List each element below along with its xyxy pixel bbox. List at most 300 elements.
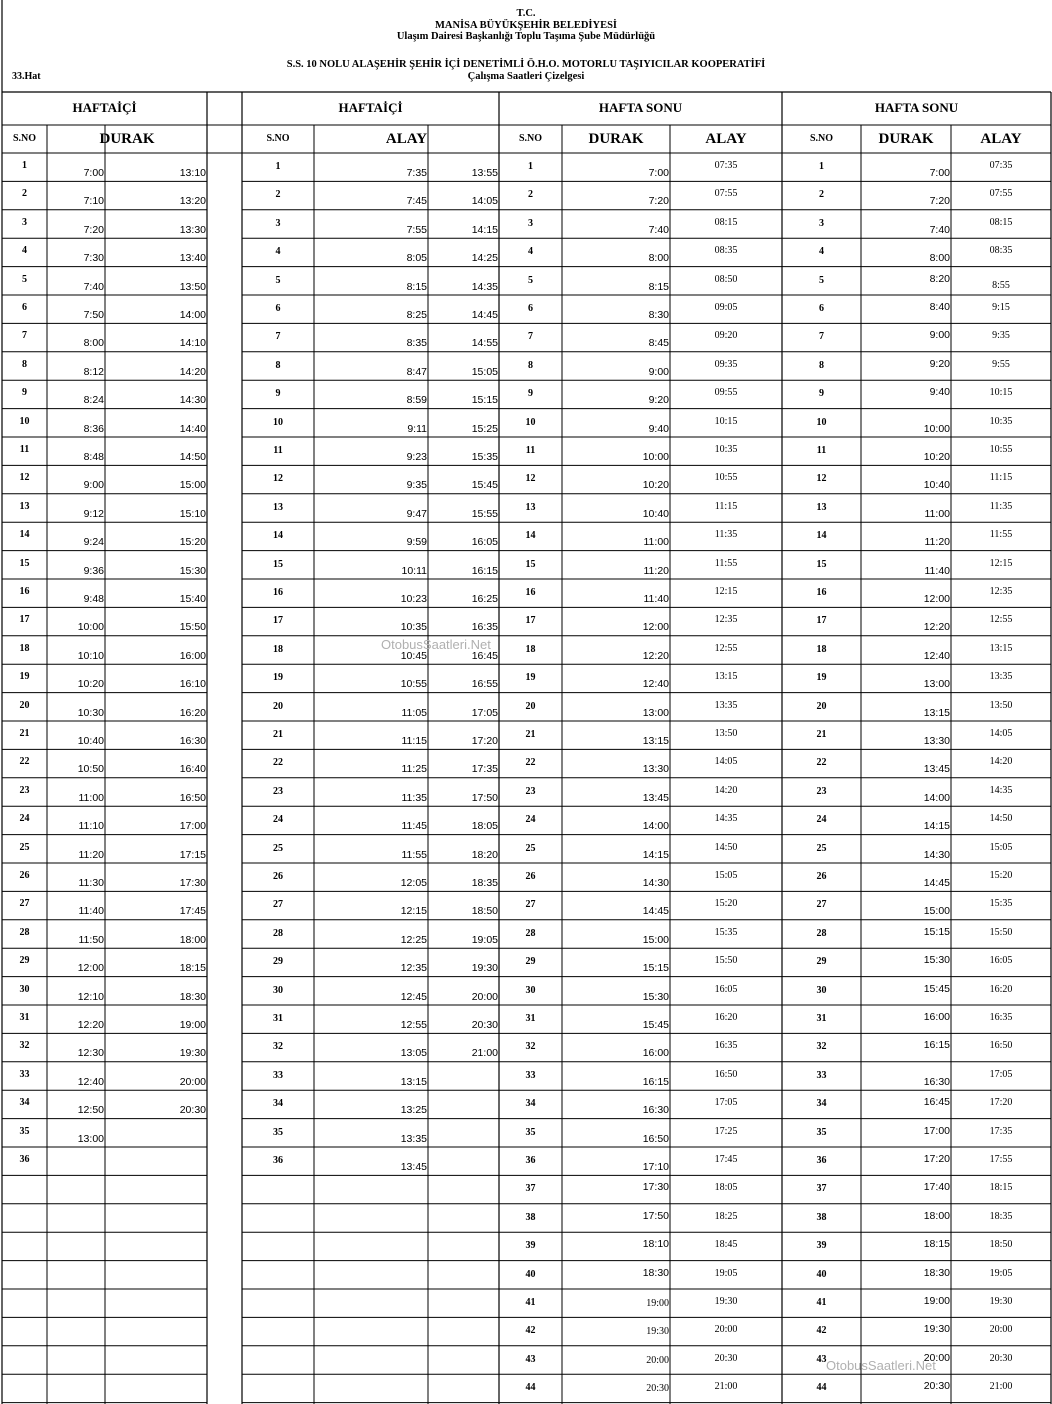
departure-time: 13:35 — [400, 1132, 427, 1145]
departure-time: 19:30 — [923, 1323, 950, 1336]
departure-time: 12:15 — [714, 586, 738, 597]
departure-time: 11:40 — [78, 905, 104, 918]
departure-time: 16:40 — [179, 763, 206, 776]
row-number: 11 — [273, 445, 283, 456]
row-number: 19 — [525, 672, 536, 684]
row-number: 3 — [528, 217, 533, 229]
row-number: 16 — [525, 587, 536, 598]
row-number: 24 — [816, 814, 827, 826]
departure-time: 08:35 — [989, 245, 1013, 257]
departure-time: 14:50 — [989, 813, 1013, 825]
departure-time: 8:47 — [406, 365, 427, 378]
departure-time: 13:45 — [642, 791, 669, 804]
departure-time: 9:35 — [992, 330, 1010, 342]
row-number: 28 — [273, 927, 283, 939]
row-number: 34 — [273, 1098, 283, 1110]
row-number: 14 — [273, 530, 283, 542]
row-number: 24 — [525, 814, 536, 826]
departure-time: 16:05 — [714, 983, 738, 995]
departure-time: 10:15 — [989, 387, 1013, 399]
departure-time: 11:15 — [714, 500, 738, 512]
departure-time: 19:05 — [471, 933, 498, 946]
watermark: OtobusSaatleri.Net — [381, 637, 491, 652]
row-number: 8 — [819, 359, 824, 371]
row-number: 3 — [22, 216, 27, 228]
departure-time: 16:20 — [179, 706, 206, 719]
row-number: 11 — [816, 445, 827, 456]
departure-time: 21:00 — [989, 1381, 1013, 1393]
row-number: 19 — [19, 671, 30, 683]
row-number: 10 — [19, 415, 30, 427]
row-number: 32 — [19, 1040, 30, 1052]
departure-time: 19:30 — [714, 1296, 738, 1307]
row-number: 39 — [525, 1240, 536, 1252]
watermark: OtobusSaatleri.Net — [826, 1358, 936, 1373]
departure-time: 9:35 — [406, 479, 427, 492]
departure-time: 17:45 — [714, 1154, 738, 1165]
row-number: 25 — [816, 842, 827, 854]
col-header-sno: S.NO — [266, 133, 290, 144]
departure-time: 13:00 — [642, 706, 669, 719]
departure-time: 17:50 — [642, 1209, 669, 1222]
departure-time: 16:55 — [471, 678, 498, 691]
departure-time: 10:23 — [400, 593, 427, 605]
row-number: 15 — [525, 558, 536, 570]
departure-time: 11:35 — [989, 500, 1013, 512]
departure-time: 12:00 — [642, 621, 669, 634]
row-number: 20 — [19, 699, 30, 711]
departure-time: 7:20 — [648, 195, 669, 208]
departure-time: 17:05 — [714, 1097, 738, 1109]
departure-time: 18:00 — [923, 1209, 950, 1222]
row-number: 19 — [273, 672, 283, 684]
departure-time: 12:20 — [642, 649, 669, 662]
row-number: 43 — [816, 1353, 827, 1365]
departure-time: 13:15 — [400, 1075, 427, 1088]
departure-time: 12:35 — [400, 962, 427, 975]
departure-time: 9:24 — [83, 536, 104, 549]
row-number: 38 — [525, 1211, 536, 1223]
departure-time: 7:30 — [83, 252, 104, 265]
row-number: 39 — [816, 1240, 827, 1252]
departure-time: 12:35 — [989, 586, 1013, 597]
row-number: 21 — [525, 729, 536, 740]
departure-time: 18:35 — [471, 877, 498, 889]
departure-time: 9:40 — [929, 386, 950, 399]
departure-time: 11:00 — [643, 536, 669, 549]
row-number: 11 — [525, 445, 536, 456]
row-number: 32 — [816, 1041, 827, 1053]
departure-time: 16:35 — [714, 1040, 738, 1052]
departure-time: 20:00 — [714, 1324, 738, 1336]
departure-time: 18:45 — [714, 1239, 738, 1251]
row-number: 17 — [273, 615, 283, 627]
departure-time: 14:00 — [923, 791, 950, 804]
departure-time: 11:25 — [401, 763, 427, 776]
row-number: 17 — [19, 614, 30, 626]
departure-time: 19:30 — [179, 1047, 206, 1060]
departure-time: 13:20 — [179, 195, 206, 208]
departure-time: 17:00 — [923, 1124, 950, 1137]
departure-time: 18:15 — [923, 1238, 950, 1251]
row-number: 9 — [528, 388, 533, 400]
departure-time: 19:00 — [923, 1295, 950, 1307]
row-number: 35 — [273, 1126, 283, 1138]
row-number: 18 — [19, 642, 30, 654]
row-number: 30 — [816, 984, 827, 996]
departure-time: 12:40 — [642, 678, 669, 691]
departure-time: 14:40 — [179, 422, 206, 435]
departure-time: 13:45 — [400, 1161, 427, 1173]
row-number: 12 — [19, 472, 30, 484]
departure-time — [428, 1076, 498, 1089]
departure-time: 15:15 — [642, 962, 669, 975]
departure-time: 9:20 — [648, 394, 669, 407]
row-number: 2 — [819, 189, 824, 201]
route-number: 33.Hat — [12, 71, 41, 82]
row-number: 28 — [816, 927, 827, 939]
row-number: 28 — [19, 926, 30, 938]
row-number: 8 — [528, 359, 533, 371]
departure-time: 18:25 — [714, 1210, 738, 1222]
departure-time: 8:55 — [992, 279, 1010, 291]
departure-time: 17:35 — [989, 1125, 1013, 1137]
departure-time: 20:30 — [646, 1383, 669, 1395]
row-number: 40 — [816, 1268, 827, 1280]
departure-time: 10:11 — [401, 564, 427, 577]
departure-time: 14:50 — [714, 841, 738, 853]
col-header-sno: S.NO — [12, 133, 37, 144]
row-number: 13 — [816, 501, 827, 513]
departure-time: 20:30 — [923, 1380, 950, 1393]
departure-time: 7:00 — [929, 167, 950, 179]
departure-time: 20:30 — [714, 1352, 738, 1364]
col-header-durak: DURAK — [878, 131, 934, 147]
departure-time: 8:00 — [929, 252, 950, 265]
row-number: 29 — [525, 956, 536, 968]
row-number: 2 — [22, 188, 27, 200]
departure-time: 11:00 — [924, 507, 950, 520]
departure-time: 10:55 — [714, 472, 738, 484]
departure-time: 16:05 — [471, 536, 498, 549]
departure-time: 8:20 — [929, 272, 950, 285]
departure-time — [105, 1133, 206, 1146]
departure-time: 14:35 — [714, 813, 738, 825]
departure-time: 20:30 — [989, 1352, 1013, 1364]
departure-time: 14:25 — [471, 252, 498, 265]
departure-time — [428, 1104, 498, 1117]
departure-time: 8:00 — [83, 337, 104, 350]
departure-time: 7:20 — [83, 223, 104, 236]
departure-time: 18:35 — [989, 1210, 1013, 1222]
row-number: 10 — [273, 416, 283, 428]
departure-time: 16:20 — [989, 983, 1013, 995]
row-number: 29 — [273, 956, 283, 968]
departure-time: 16:50 — [989, 1040, 1013, 1052]
row-number: 20 — [816, 700, 827, 712]
departure-time: 14:45 — [471, 309, 498, 321]
departure-time: 15:30 — [923, 954, 950, 967]
departure-time: 15:05 — [989, 841, 1013, 853]
row-number: 25 — [525, 842, 536, 854]
departure-time: 18:50 — [471, 905, 498, 918]
row-number: 24 — [273, 814, 283, 826]
row-number: 17 — [525, 615, 536, 627]
row-number: 2 — [528, 189, 533, 201]
col-header-alay: ALAY — [385, 131, 428, 147]
row-number: 11 — [19, 444, 30, 455]
departure-time: 15:50 — [179, 621, 206, 634]
departure-time: 9:12 — [83, 507, 104, 520]
departure-time: 11:05 — [401, 706, 427, 719]
row-number: 20 — [273, 700, 283, 712]
departure-time: 17:15 — [179, 848, 206, 861]
row-number: 30 — [525, 984, 536, 996]
departure-time: 18:30 — [179, 990, 206, 1003]
departure-time: 17:25 — [714, 1125, 738, 1137]
row-number: 6 — [275, 303, 281, 314]
departure-time: 14:35 — [989, 784, 1013, 796]
row-number: 43 — [525, 1353, 536, 1365]
departure-time: 16:10 — [179, 678, 206, 691]
row-number: 31 — [816, 1013, 827, 1024]
departure-time: 9:15 — [992, 302, 1010, 313]
departure-time: 19:30 — [989, 1296, 1013, 1307]
departure-time: 13:45 — [923, 763, 950, 776]
departure-time: 12:15 — [400, 905, 427, 918]
row-number: 35 — [816, 1126, 827, 1138]
group-header-weekday-durak: HAFTAİÇİ — [72, 100, 137, 115]
departure-time: 16:15 — [642, 1075, 669, 1088]
row-number: 5 — [22, 273, 27, 285]
row-number: 35 — [525, 1126, 536, 1138]
departure-time: 17:10 — [642, 1161, 669, 1173]
row-number: 7 — [275, 331, 281, 343]
row-number: 9 — [275, 388, 281, 400]
row-number: 6 — [819, 303, 824, 314]
departure-time: 16:25 — [471, 593, 498, 605]
departure-time: 17:20 — [471, 735, 498, 747]
departure-time: 08:15 — [714, 216, 738, 228]
departure-time: 15:45 — [471, 479, 498, 492]
row-number: 36 — [19, 1154, 30, 1165]
departure-time: 15:20 — [179, 536, 206, 549]
row-number: 7 — [22, 330, 27, 342]
departure-time: 16:45 — [923, 1096, 950, 1109]
row-number: 17 — [816, 615, 827, 627]
departure-time: 9:00 — [929, 329, 950, 342]
departure-time: 10:20 — [77, 678, 104, 691]
departure-time: 15:50 — [989, 926, 1013, 938]
departure-time: 9:47 — [406, 507, 427, 520]
departure-time: 14:15 — [471, 223, 498, 236]
row-number: 33 — [816, 1069, 827, 1081]
departure-time: 09:20 — [714, 330, 738, 342]
row-number: 27 — [525, 899, 536, 911]
departure-time: 13:10 — [179, 167, 206, 179]
departure-time: 12:55 — [714, 642, 738, 654]
row-number: 23 — [525, 785, 536, 797]
row-number: 27 — [19, 898, 30, 910]
departure-time: 14:30 — [923, 848, 950, 861]
departure-time: 8:30 — [648, 309, 669, 321]
departure-time: 17:05 — [989, 1068, 1013, 1080]
row-number: 35 — [19, 1125, 30, 1137]
departure-time: 10:00 — [642, 451, 669, 463]
departure-time: 9:23 — [406, 451, 427, 463]
row-number: 2 — [275, 189, 281, 201]
departure-time: 16:50 — [714, 1068, 738, 1080]
departure-time: 09:55 — [714, 387, 738, 399]
departure-time: 16:00 — [179, 649, 206, 662]
departure-time: 8:35 — [406, 337, 427, 350]
departure-time: 15:55 — [471, 507, 498, 520]
row-number: 31 — [19, 1012, 30, 1023]
departure-time: 19:05 — [989, 1267, 1013, 1279]
departure-time: 12:40 — [923, 649, 950, 662]
departure-time: 18:05 — [714, 1182, 738, 1194]
row-number: 42 — [816, 1325, 827, 1337]
departure-time: 18:20 — [471, 848, 498, 861]
departure-time: 21:00 — [471, 1047, 498, 1060]
departure-time: 10:35 — [400, 621, 427, 634]
departure-time: 14:15 — [642, 848, 669, 861]
departure-time: 8:25 — [406, 309, 427, 321]
row-number: 31 — [273, 1013, 283, 1024]
departure-time: 17:30 — [179, 877, 206, 889]
row-number: 6 — [528, 303, 533, 314]
row-number: 26 — [525, 871, 536, 882]
row-number: 13 — [525, 501, 536, 513]
departure-time: 10:30 — [77, 706, 104, 719]
departure-time: 11:20 — [924, 536, 950, 549]
departure-time: 13:15 — [642, 735, 669, 747]
departure-time: 11:55 — [714, 557, 738, 569]
departure-time: 20:30 — [471, 1019, 498, 1031]
departure-time: 14:35 — [471, 280, 498, 293]
departure-time: 18:30 — [642, 1266, 669, 1279]
row-number: 32 — [525, 1041, 536, 1053]
departure-time: 12:15 — [989, 557, 1013, 569]
departure-time: 11:10 — [78, 820, 104, 833]
row-number: 10 — [816, 416, 827, 428]
departure-time: 16:30 — [923, 1075, 950, 1088]
row-number: 41 — [816, 1297, 827, 1308]
row-number: 25 — [273, 842, 283, 854]
departure-time: 20:00 — [923, 1351, 950, 1364]
departure-time: 15:35 — [471, 451, 498, 463]
departure-time: 15:30 — [179, 564, 206, 577]
departure-time: 07:35 — [989, 160, 1013, 171]
row-number: 34 — [19, 1097, 30, 1109]
departure-time: 19:30 — [471, 962, 498, 975]
departure-time: 12:00 — [77, 962, 104, 975]
departure-time: 18:10 — [642, 1238, 669, 1251]
row-number: 1 — [819, 161, 824, 172]
departure-time: 12:45 — [400, 990, 427, 1003]
departure-time: 10:55 — [989, 444, 1013, 455]
row-number: 29 — [816, 956, 827, 968]
departure-time: 19:05 — [714, 1267, 738, 1279]
departure-time: 15:10 — [179, 507, 206, 520]
row-number: 38 — [816, 1211, 827, 1223]
departure-time: 18:15 — [179, 962, 206, 975]
departure-time: 10:20 — [642, 479, 669, 492]
group-header-weekend-2: HAFTA SONU — [874, 100, 959, 115]
col-header-durak: DURAK — [588, 131, 644, 147]
departure-time: 8:12 — [83, 365, 104, 378]
departure-time: 15:35 — [714, 926, 738, 938]
row-number: 28 — [525, 927, 536, 939]
row-number: 1 — [528, 161, 533, 172]
departure-time: 16:15 — [471, 564, 498, 577]
departure-time: 15:05 — [714, 870, 738, 881]
departure-time: 12:50 — [77, 1104, 104, 1117]
row-number: 5 — [275, 274, 281, 286]
col-header-alay: ALAY — [980, 131, 1022, 147]
departure-time: 13:50 — [989, 699, 1013, 711]
departure-time: 20:00 — [179, 1075, 206, 1088]
departure-time: 11:15 — [401, 735, 427, 747]
departure-time: 9:00 — [648, 365, 669, 378]
departure-time: 13:30 — [642, 763, 669, 776]
departure-time: 10:45 — [400, 649, 427, 662]
departure-time: 7:45 — [406, 195, 427, 208]
row-number: 12 — [816, 473, 827, 485]
departure-time: 7:40 — [648, 223, 669, 236]
departure-time: 8:40 — [929, 301, 950, 313]
departure-time: 7:00 — [648, 167, 669, 179]
departure-time: 14:15 — [923, 820, 950, 833]
departure-time: 9:36 — [83, 564, 104, 577]
row-number: 6 — [22, 302, 27, 313]
row-number: 9 — [819, 388, 824, 400]
departure-time: 10:40 — [923, 479, 950, 492]
departure-time: 20:00 — [646, 1354, 669, 1366]
departure-time: 15:45 — [642, 1019, 669, 1031]
departure-time: 09:05 — [714, 302, 738, 313]
departure-time: 17:45 — [179, 905, 206, 918]
departure-time: 14:45 — [642, 905, 669, 918]
departure-time: 10:50 — [77, 763, 104, 776]
departure-time: 08:50 — [714, 273, 738, 285]
row-number: 18 — [816, 643, 827, 655]
departure-time: 12:40 — [77, 1075, 104, 1088]
departure-time: 9:40 — [648, 422, 669, 435]
departure-time: 14:05 — [714, 756, 738, 768]
row-number: 20 — [525, 700, 536, 712]
row-number: 41 — [525, 1297, 536, 1308]
departure-time: 19:00 — [179, 1019, 206, 1031]
row-number: 12 — [525, 473, 536, 485]
row-number: 21 — [273, 729, 283, 740]
departure-time: 13:00 — [923, 678, 950, 691]
row-number: 22 — [273, 757, 283, 769]
departure-time: 21:00 — [714, 1381, 738, 1393]
departure-time: 10:35 — [989, 415, 1013, 427]
row-number: 4 — [819, 246, 824, 258]
departure-time: 16:35 — [989, 1012, 1013, 1023]
departure-time: 13:40 — [179, 252, 206, 265]
departure-time: 15:15 — [471, 394, 498, 407]
departure-time: 7:40 — [83, 280, 104, 293]
departure-time — [428, 1133, 498, 1146]
header-municipality: MANİSA BÜYÜKŞEHİR BELEDİYESİ — [434, 20, 618, 31]
row-number: 36 — [525, 1155, 536, 1166]
departure-time: 16:20 — [714, 1012, 738, 1023]
departure-time: 15:00 — [179, 479, 206, 492]
departure-time: 7:50 — [83, 309, 104, 321]
